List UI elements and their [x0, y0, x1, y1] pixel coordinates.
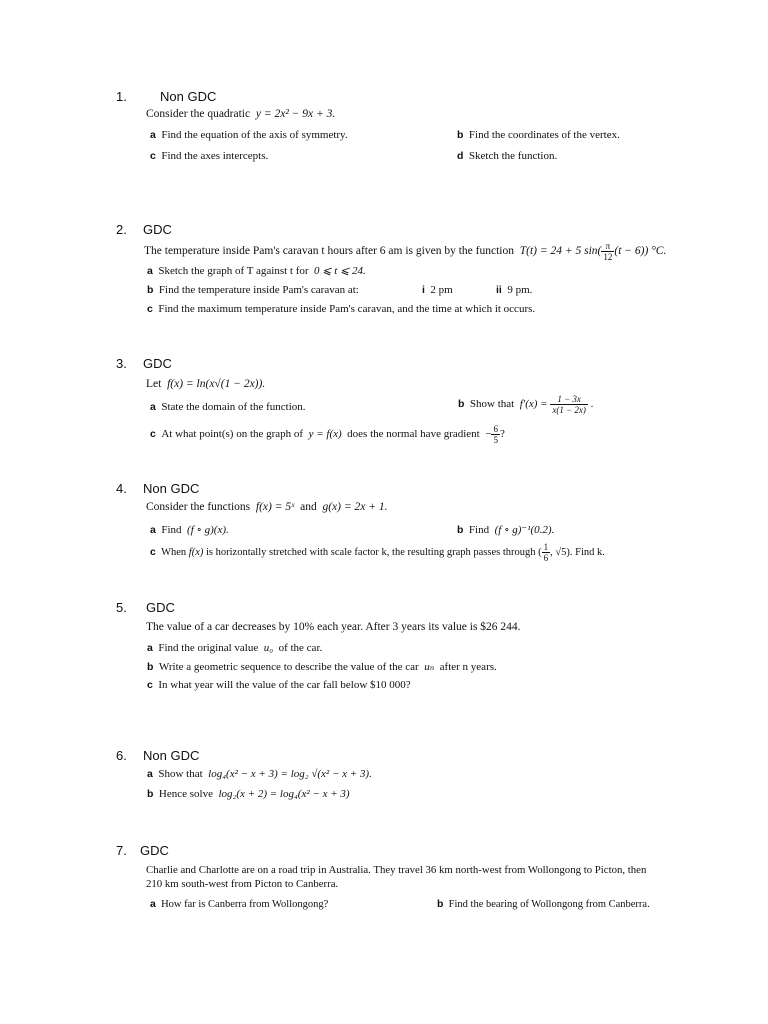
part-b-ii: ii 9 pm.: [496, 284, 533, 296]
part-b: b Find the bearing of Wollongong from Canberra.: [437, 898, 650, 910]
part-b: b Write a geometric sequence to describe the value of the car uₙ after n years.: [147, 661, 497, 673]
part-c: c Find the maximum temperature inside Pam's caravan, and the time at which it occurs.: [147, 303, 536, 315]
fraction: $\frac{1}{6}$: [543, 542, 549, 563]
question-stem-line-2: 210 km south-west from Picton to Canberra.: [146, 878, 339, 890]
part-b: b Hence solve log₂(x + 2) = log₄(x² − x + 3): [147, 788, 350, 800]
part-b: b Find the temperature inside Pam's caravan at:: [147, 284, 359, 296]
part-a: a How far is Canberra from Wollongong?: [150, 898, 329, 910]
part-a: a Find the original value u₀ of the car.: [147, 642, 323, 654]
fraction: $\frac{\pi}{12}$: [603, 241, 613, 262]
part-b: b Find (f ∘ g)⁻¹(0.2).: [457, 524, 555, 536]
question-stem: Consider the quadratic y = 2x² − 9x + 3.: [146, 108, 336, 120]
part-a: a Find (f ∘ g)(x).: [150, 524, 229, 536]
question-number: 6.: [116, 748, 127, 763]
part-a: a State the domain of the function.: [150, 401, 306, 413]
fraction: $\frac{6}{5}$: [493, 424, 498, 445]
question-number: 1.: [116, 89, 127, 104]
part-a: a Find the equation of the axis of symmetry.: [150, 129, 348, 141]
question-heading: GDC: [140, 843, 169, 858]
part-c: c When f(x) is horizontally stretched with scale factor k, the resulting graph passes through ( $\frac{1}{6}$ , √5). Find k.: [150, 542, 605, 563]
question-heading: GDC: [146, 600, 175, 615]
question-stem-line-1: Charlie and Charlotte are on a road trip in Australia. They travel 36 km north-west from Wollongong to Picton, then: [146, 864, 647, 876]
question-number: 3.: [116, 356, 127, 371]
question-heading: GDC: [143, 222, 172, 237]
question-number: 2.: [116, 222, 127, 237]
part-c: c In what year will the value of the car fall below $10 000?: [147, 679, 411, 691]
question-heading: Non GDC: [143, 748, 200, 763]
question-heading: Non GDC: [143, 481, 200, 496]
question-number: 5.: [116, 600, 127, 615]
question-number: 7.: [116, 843, 127, 858]
part-c: c Find the axes intercepts.: [150, 150, 269, 162]
question-heading: Non GDC: [160, 89, 217, 104]
question-stem: Consider the functions f(x) = 5ˣ and g(x) = 2x + 1.: [146, 501, 388, 513]
question-stem: Let f(x) = ln(x√(1 − 2x)).: [146, 378, 266, 390]
question-number: 4.: [116, 481, 127, 496]
question-heading: GDC: [143, 356, 172, 371]
question-stem: The temperature inside Pam's caravan t hours after 6 am is given by the function T(t) = 24 + 5 sin( $\frac{\pi}{12}$ (t − 6)) °C.: [144, 241, 667, 262]
part-a: a Sketch the graph of T against t for 0 ⩽ t ⩽ 24.: [147, 265, 366, 277]
part-b-i: i 2 pm: [422, 284, 453, 296]
part-c: c At what point(s) on the graph of y = f(x) does the normal have gradient − $\frac{6}{5}$ ?: [150, 424, 505, 445]
fraction: $\frac{1 - 3x}{x(1 - 2x)}$: [552, 394, 586, 415]
part-b: b Find the coordinates of the vertex.: [457, 129, 620, 141]
part-b: b Show that f′(x) = $\frac{1 - 3x}{x(1 - 2x)}$ .: [458, 394, 594, 415]
question-stem: The value of a car decreases by 10% each year. After 3 years its value is $26 244.: [146, 621, 521, 633]
part-d: d Sketch the function.: [457, 150, 558, 162]
part-a: a Show that log₄(x² − x + 3) = log₂ √(x² − x + 3).: [147, 768, 372, 780]
